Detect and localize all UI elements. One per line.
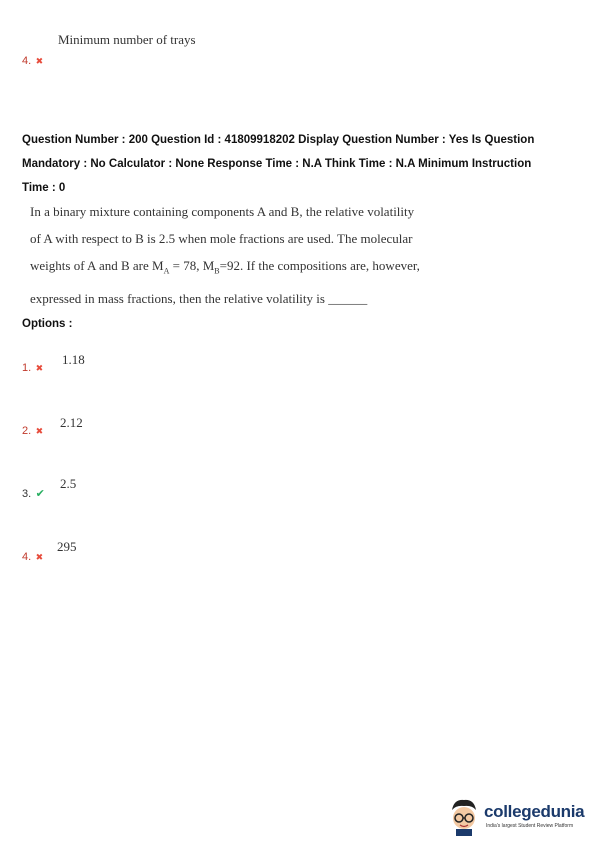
option-number: 3. <box>22 488 32 500</box>
brand-name: collegedunia <box>484 802 585 821</box>
question-line-2: of A with respect to B is 2.5 when mole fractions are used. The molecular <box>30 231 413 246</box>
cross-icon: ✖ <box>35 56 44 66</box>
question-line-4: expressed in mass fractions, then the relative volatility is ______ <box>30 290 368 306</box>
option-2-value: 2.12 <box>60 415 83 430</box>
option-2-marker <box>22 421 43 439</box>
option-4-marker <box>22 547 43 565</box>
prev-option-text: Minimum number of trays <box>58 32 196 47</box>
option-1-marker <box>22 358 43 376</box>
option-1-value: 1.18 <box>62 352 85 367</box>
check-icon: ✔ <box>35 488 45 500</box>
option-number: 1. <box>22 362 32 374</box>
options-label: Options : <box>22 318 73 330</box>
brand-logo <box>446 796 595 838</box>
meta-line-2: Mandatory : No Calculator : None Response Time : N.A Think Time : N.A Minimum Instruction <box>22 158 532 170</box>
meta-line-3: Time : 0 <box>22 182 66 194</box>
cross-icon: ✖ <box>35 426 44 436</box>
prev-option-marker <box>22 51 43 69</box>
option-number: 2. <box>22 425 32 437</box>
question-text <box>30 198 550 312</box>
question-line-1: In a binary mixture containing components A and B, the relative volatility <box>30 204 415 219</box>
option-number: 4. <box>22 551 32 563</box>
option-4-value: 295 <box>57 539 77 554</box>
cross-icon: ✖ <box>35 552 44 562</box>
meta-line-1: Question Number : 200 Question Id : 41809918202 Display Question Number : Yes Is Question <box>22 134 535 146</box>
question-line-3: weights of A and B are $M_A = 78$, $M_B=92$. If the compositions are, however, <box>30 258 420 276</box>
cross-icon: ✖ <box>35 363 44 373</box>
brand-tagline: India's largest Student Review Platform <box>486 823 574 829</box>
question-meta <box>22 128 587 200</box>
option-number: 4. <box>22 55 32 67</box>
option-3-marker <box>22 484 45 502</box>
mascot-icon <box>446 796 482 836</box>
option-3-value: 2.5 <box>60 476 77 491</box>
